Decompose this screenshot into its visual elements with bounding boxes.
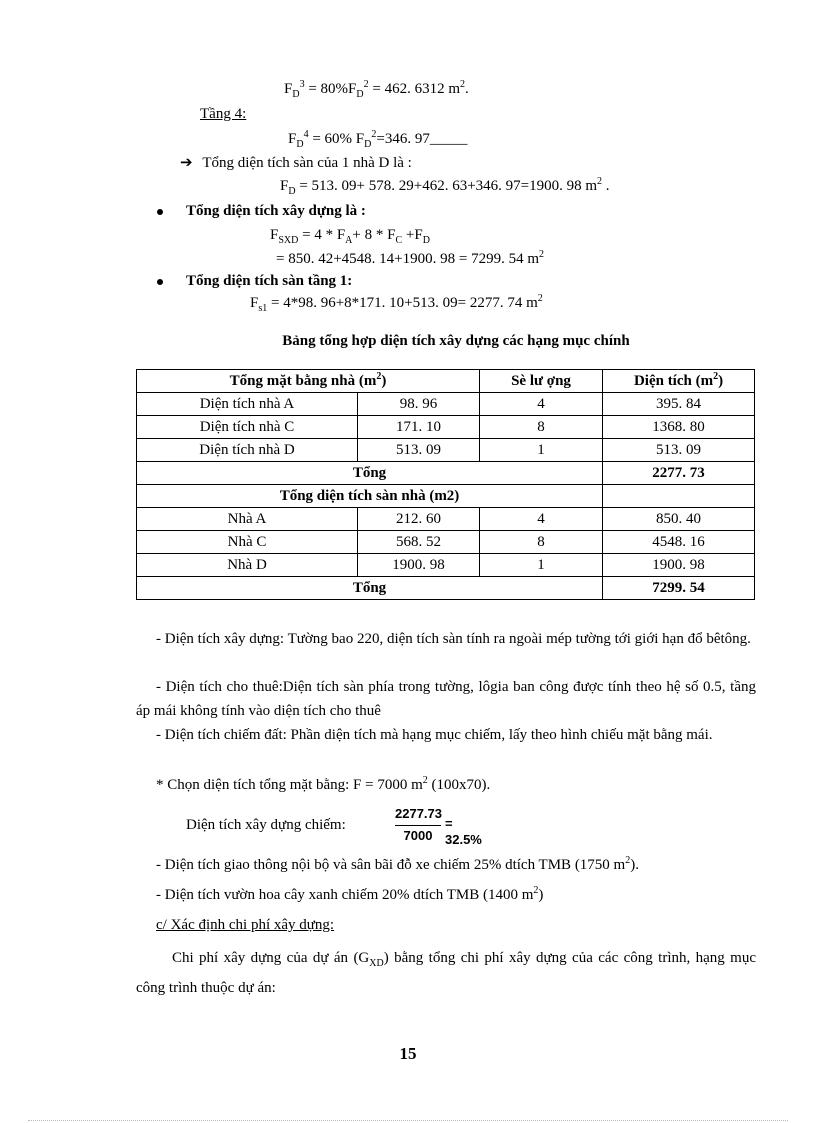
paragraph-rental-area: - Diện tích cho thuê:Diện tích sàn phía trong tường, lôgia ban công được tính theo hệ số 0.5, tầng áp mái không tính vào diện tích cho thuê <box>136 679 756 719</box>
fraction-bar <box>395 825 441 826</box>
table-total-row: Tổng 7299. 54 <box>137 577 755 600</box>
table-row: Diện tích nhà D 513. 09 1 513. 09 <box>137 439 755 462</box>
formula-fd3: $F_D^3 = 80\%F_D^2 = 462$. 6312 $m^2$. <box>284 79 469 100</box>
heading-tang-4: Tầng 4: <box>200 106 247 122</box>
table-row: Nhà C 568. 52 8 4548. 16 <box>137 531 755 554</box>
ratio-label: Diện tích xây dựng chiếm: <box>186 817 346 833</box>
ratio-numerator: 2277.73 <box>395 806 442 821</box>
ratio-denominator: 7000 <box>403 828 433 843</box>
paragraph-garden-area: - Diện tích vườn hoa cây xanh chiếm 20% dtích TMB (1400 $m^2$) <box>156 885 544 903</box>
table-row: Diện tích nhà A 98. 96 4 395. 84 <box>137 393 755 416</box>
ratio-result: = 32.5% <box>445 816 482 847</box>
table-row: Diện tích nhà C 171. 10 8 1368. 80 <box>137 416 755 439</box>
bullet-icon <box>157 209 163 215</box>
section-heading-construction-cost: c/ Xác định chi phí xây dựng: <box>156 917 335 933</box>
page-number: 15 <box>399 1044 417 1063</box>
paragraph-construction-area: - Diện tích xây dựng: Tường bao 220, diện tích sàn tính ra ngoài mép tường tới giới hạn đổ bêtông. <box>156 631 751 647</box>
table-header-row <box>137 370 755 393</box>
header-total-plan: Tổng mặt bằng nhà $(m^2)$ <box>137 370 480 393</box>
formula-fd4: $F_D^4 = 60\%$ $F_D^2=346$. 97_____ <box>288 129 468 150</box>
bullet-icon <box>157 279 163 285</box>
bullet-floor-1-area: Tổng diện tích sàn tầng 1: <box>186 273 353 289</box>
table-total-row: Tổng 2277. 73 <box>137 462 755 485</box>
formula-fsxd: $F_{SXD} = 4 * F_A+ 8 * F_C +F_D$ <box>270 227 430 246</box>
table-row: Nhà D 1900. 98 1 1900. 98 <box>137 554 755 577</box>
paragraph-land-area: - Diện tích chiếm đất: Phần diện tích mà hạng mục chiếm, lấy theo hình chiếu mặt bằng mái. <box>156 727 713 743</box>
table-title: Bảng tổng hợp diện tích xây dựng các hạng mục chính <box>282 333 630 349</box>
header-quantity: Sè lư ợng <box>480 370 603 393</box>
paragraph-total-plan: * Chọn diện tích tổng mặt bằng: F = 7000 $m^2$ (100x70). <box>156 775 491 793</box>
bullet-total-construction-area: Tổng diện tích xây dựng là : <box>186 203 366 219</box>
formula-fd-total: $F_D = 513$. 09+ 578. 29+462. 63+346. 97=1900. 98 $m^2$ . <box>280 176 610 197</box>
formula-fs1: $F_{s1} = 4*98$. 96+8*171. 10+513. 09= 2277. 74 $m^2$ <box>250 293 543 314</box>
footer-divider <box>28 1120 788 1121</box>
header-area: Diện tích $(m^2)$ <box>603 370 755 393</box>
formula-fsxd-values: = 850. 42+4548. 14+1900. 98 = 7299. 54 $m^2$ <box>276 249 545 267</box>
total-floor-d-label: ➔ Tổng diện tích sàn của 1 nhà D là : <box>180 153 412 171</box>
paragraph-traffic-area: - Diện tích giao thông nội bộ và sân bãi đỗ xe chiếm 25% dtích TMB (1750 $m^2$). <box>156 855 639 873</box>
paragraph-construction-cost: Chi phí xây dựng của dự án $(G_{XD})$ bằng tổng chi phí xây dựng của các công trình, hạng mục công trình thuộc dự án: <box>136 950 756 996</box>
arrow-right-icon: ➔ <box>180 153 193 171</box>
table-subheader-row: Tổng diện tích sàn nhà (m2) <box>137 485 755 508</box>
table-row: Nhà A 212. 60 4 850. 40 <box>137 508 755 531</box>
summary-table <box>136 369 755 600</box>
